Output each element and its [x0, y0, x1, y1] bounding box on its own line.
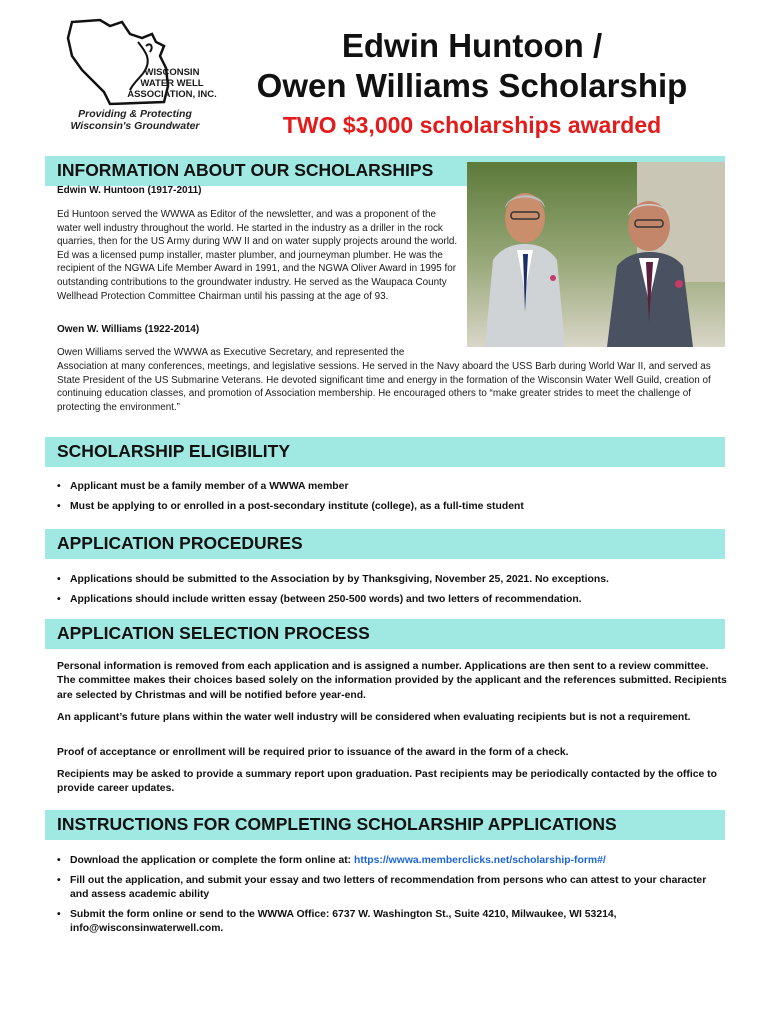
eligibility-list — [57, 480, 727, 514]
huntoon-name: Edwin W. Huntoon (1917-2011) — [57, 185, 202, 196]
selection-paragraph-1: Personal information is removed from each application and is assigned a number. Applications are then sent to a review committee. The committee makes their choices based solely on the information provided by the applicant and the references submitted. Recipients are selected by Christmas and will be notified before year-end. — [57, 661, 727, 701]
selection-paragraph-3: Proof of acceptance or enrollment will be required prior to issuance of the award in the form of a check. — [57, 747, 569, 758]
section-title: INFORMATION ABOUT OUR SCHOLARSHIPS — [57, 160, 434, 180]
logo-tagline-line: Providing & Protecting — [78, 108, 192, 120]
section-header-procedures — [45, 529, 725, 559]
wwwa-logo — [60, 12, 230, 142]
list-item — [57, 854, 727, 868]
list-item: • Applicant must be a family member of a WWWA member — [57, 480, 727, 494]
section-title: APPLICATION PROCEDURES — [57, 533, 303, 553]
section-title: SCHOLARSHIP ELIGIBILITY — [57, 441, 291, 461]
page-subtitle: TWO $3,000 scholarships awarded — [282, 112, 662, 138]
section-header-eligibility — [45, 437, 725, 467]
page-title — [232, 26, 712, 106]
list-item: • Applications should be submitted to the Association by by Thanksgiving, November 25, 2021. No exceptions. — [57, 573, 727, 587]
instructions-list — [57, 854, 727, 936]
williams-name: Owen W. Williams (1922-2014) — [57, 324, 200, 335]
williams-bio-line1: Owen Williams served the WWWA as Executive Secretary, and represented the — [57, 347, 405, 358]
section-title: INSTRUCTIONS FOR COMPLETING SCHOLARSHIP APPLICATIONS — [57, 814, 617, 834]
logo-name-line: WATER WELL — [140, 78, 204, 89]
list-item: • Fill out the application, and submit your essay and two letters of recommendation from persons who can attest to your character and assess academic ability — [57, 874, 727, 902]
williams-bio: Association at many conferences, meetings, and legislative sessions. He served in the Navy aboard the USS Barb during World War II, and served as State President of the US Submarine Veterans. He devoted significant time and energy in the formation of the Wisconsin Water Well Guild, creation of continuing education classes, and promotion of Association membership. He encouraged others to “make greater strides to meet the challenge of protecting the environment.” — [57, 361, 711, 413]
logo-name-line: WISCONSIN — [144, 67, 200, 78]
list-item: • Applications should include written essay (between 250-500 words) and two letters of recommendation. — [57, 593, 727, 607]
section-header-instructions — [45, 810, 725, 840]
scholarship-form-link[interactable]: https://wwwa.memberclicks.net/scholarship-form#/ — [354, 855, 606, 866]
list-item: • Submit the form online or send to the WWWA Office: 6737 W. Washington St., Suite 4210, Milwaukee, WI 53214, info@wisconsinwaterwell.com. — [57, 908, 727, 936]
logo-tagline — [60, 108, 210, 132]
instruction-text: Download the application or complete the form online at: — [70, 855, 355, 866]
title-line-1: Edwin Huntoon / — [341, 27, 603, 64]
selection-paragraph-2: An applicant’s future plans within the water well industry will be considered when evaluating recipients but is not a requirement. — [57, 712, 691, 723]
section-title: APPLICATION SELECTION PROCESS — [57, 623, 370, 643]
logo-association-name — [116, 67, 228, 100]
title-line-2: Owen Williams Scholarship — [256, 67, 688, 104]
list-item: • Must be applying to or enrolled in a post-secondary institute (college), as a full-time student — [57, 500, 727, 514]
photo-illustration — [467, 162, 725, 347]
logo-tagline-line: Wisconsin's Groundwater — [70, 120, 200, 132]
honorees-photo — [467, 162, 725, 347]
logo-name-line: ASSOCIATION, INC. — [127, 89, 217, 100]
huntoon-bio: Ed Huntoon served the WWWA as Editor of the newsletter, and was a proponent of the water well industry throughout the world. He started in the industry as a driller in the rock quarries, then for the US Army during WW II and on water supply projects around the world. Ed was a licensed pump installer, master plumber, and journeyman plumber. He was the recipient of the NGWA Life Member Award in 1991, and the NGWA Oliver Award in 1995 for outstanding contributions to the groundwater industry. He served as the Waupaca County Wellhead Protection Committee Chairman until his passing at the age of 93. — [57, 209, 458, 302]
selection-paragraph-4: Recipients may be asked to provide a summary report upon graduation. Past recipients may be periodically contacted by the office to provide career updates. — [57, 769, 717, 795]
procedures-list — [57, 573, 727, 607]
section-header-selection — [45, 619, 725, 649]
